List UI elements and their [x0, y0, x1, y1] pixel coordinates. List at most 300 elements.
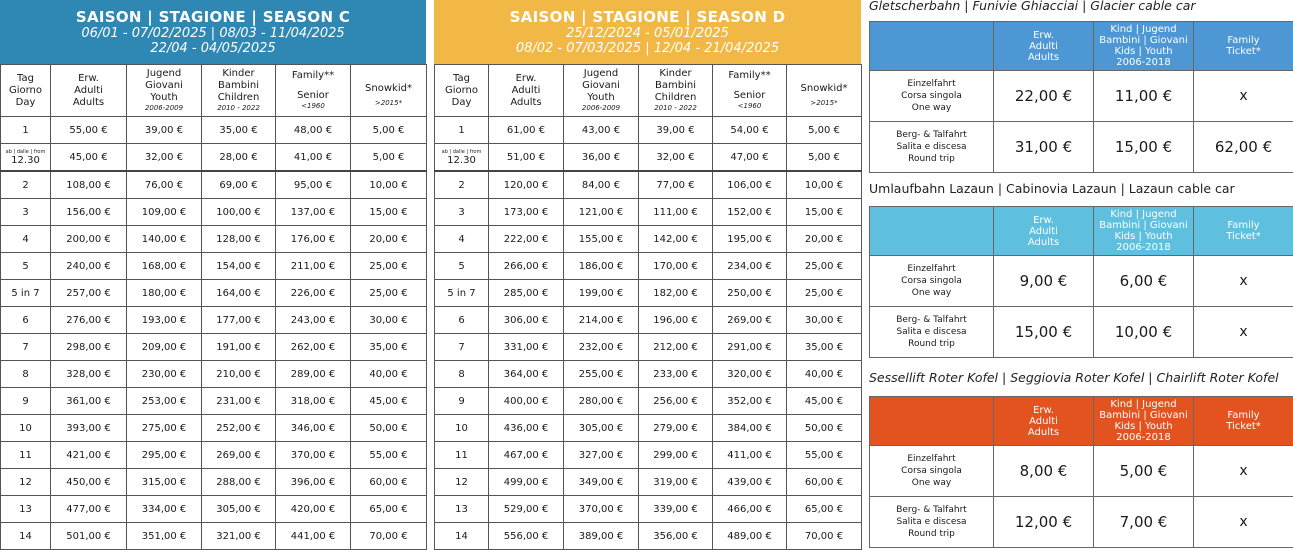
- price-cell: 250,00 €: [713, 280, 787, 307]
- trip-label-line: Round trip: [870, 338, 993, 350]
- price-cell: 441,00 €: [276, 523, 351, 550]
- day-cell: 5: [435, 253, 489, 280]
- col-family: [1194, 207, 1293, 256]
- price-cell: 191,00 €: [202, 334, 276, 361]
- price-cell: 349,00 €: [564, 469, 639, 496]
- col-family: [1194, 397, 1293, 446]
- season-d-dates-2: 08/02 - 07/03/2025 | 12/04 - 21/04/2025: [434, 41, 861, 56]
- price-cell: 77,00 €: [639, 171, 713, 199]
- price-cell: 351,00 €: [127, 523, 202, 550]
- col-snowkid: [351, 65, 427, 117]
- table-row: [1, 415, 427, 442]
- day-cell: 7: [435, 334, 489, 361]
- price-cell: 233,00 €: [639, 361, 713, 388]
- table-row: [435, 253, 862, 280]
- price-cell: 106,00 €: [713, 171, 787, 199]
- price-cell: 240,00 €: [51, 253, 127, 280]
- price-cell: 477,00 €: [51, 496, 127, 523]
- price-cell: 154,00 €: [202, 253, 276, 280]
- price-cell: 279,00 €: [639, 415, 713, 442]
- price-cell: 25,00 €: [787, 280, 862, 307]
- col-day-line: Day: [435, 97, 488, 109]
- roterkofel-caption: Sessellift Roter Kofel | Seggiovia Roter Kofel | Chairlift Roter Kofel: [869, 370, 1279, 385]
- price-cell: 243,00 €: [276, 307, 351, 334]
- day-cell: 6: [435, 307, 489, 334]
- day-cell: 8: [435, 361, 489, 388]
- price-cell: 319,00 €: [639, 469, 713, 496]
- col-adults-line: Adults: [994, 427, 1093, 438]
- day-cell: 11: [435, 442, 489, 469]
- col-kids: [1094, 397, 1194, 446]
- col-day-line: Tag: [1, 73, 50, 85]
- col-adults-line: Adulti: [994, 416, 1093, 427]
- header-blank: [870, 207, 994, 256]
- table-row: [435, 144, 862, 172]
- table-row: [1, 226, 427, 253]
- table-row: [435, 307, 862, 334]
- trip-label-line: Salita e discesa: [870, 141, 993, 153]
- col-family-line: Family: [1194, 220, 1293, 231]
- season-c-dates-1: 06/01 - 07/02/2025 | 08/03 - 11/04/2025: [0, 26, 426, 41]
- price-cell: 50,00 €: [787, 415, 862, 442]
- price-cell: 6,00 €: [1094, 256, 1194, 307]
- price-cell: 230,00 €: [127, 361, 202, 388]
- table-row: [435, 469, 862, 496]
- col-day-line: Day: [1, 97, 50, 109]
- price-cell: 266,00 €: [489, 253, 564, 280]
- price-cell: 25,00 €: [351, 280, 427, 307]
- col-snowkid-label: Snowkid*: [787, 83, 861, 95]
- price-cell: 389,00 €: [564, 523, 639, 550]
- col-children-line: Kinder: [639, 68, 712, 80]
- price-cell: 501,00 €: [51, 523, 127, 550]
- day-cell: 10: [435, 415, 489, 442]
- from-time: 12.30: [435, 155, 488, 166]
- price-cell: 315,00 €: [127, 469, 202, 496]
- na-cell: x: [1194, 71, 1293, 122]
- table-row: [435, 280, 862, 307]
- col-children-line: Children: [639, 92, 712, 104]
- trip-label-line: Round trip: [870, 153, 993, 165]
- price-cell: 529,00 €: [489, 496, 564, 523]
- col-adults-line: Adulti: [994, 41, 1093, 52]
- day-cell: 8: [1, 361, 51, 388]
- price-cell: 352,00 €: [713, 388, 787, 415]
- price-cell: 108,00 €: [51, 171, 127, 199]
- price-cell: 22,00 €: [994, 71, 1094, 122]
- price-cell: 176,00 €: [276, 226, 351, 253]
- trip-label-line: Salita e discesa: [870, 516, 993, 528]
- trip-row-oneway: [870, 71, 1293, 122]
- col-adults-line: Erw.: [489, 73, 563, 85]
- trip-row-round: [870, 497, 1293, 548]
- col-adults-line: Adults: [489, 97, 563, 109]
- price-cell: 111,00 €: [639, 199, 713, 226]
- price-cell: 280,00 €: [564, 388, 639, 415]
- col-adults-line: Adults: [994, 237, 1093, 248]
- table-row: [1, 469, 427, 496]
- col-youth-year: 2006-2009: [564, 104, 638, 113]
- col-adults: [51, 65, 127, 117]
- price-cell: 47,00 €: [713, 144, 787, 172]
- col-youth-line: Youth: [564, 92, 638, 104]
- price-cell: 62,00 €: [1194, 122, 1293, 173]
- price-cell: 299,00 €: [639, 442, 713, 469]
- col-children-line: Kinder: [202, 68, 275, 80]
- price-cell: 556,00 €: [489, 523, 564, 550]
- header-blank: [870, 22, 994, 71]
- price-cell: 41,00 €: [276, 144, 351, 172]
- price-cell: 51,00 €: [489, 144, 564, 172]
- price-cell: 334,00 €: [127, 496, 202, 523]
- col-family-line: Family: [1194, 410, 1293, 421]
- table-row: [435, 388, 862, 415]
- season-c-table: [0, 64, 427, 550]
- price-cell: 489,00 €: [713, 523, 787, 550]
- price-cell: 55,00 €: [351, 442, 427, 469]
- col-adults-line: Adults: [51, 97, 126, 109]
- table-row: [1, 171, 427, 199]
- col-adults-line: Adulti: [994, 226, 1093, 237]
- day-cell: 6: [1, 307, 51, 334]
- price-cell: 40,00 €: [787, 361, 862, 388]
- col-snowkid-label: Snowkid*: [351, 83, 426, 95]
- col-kids-line: Bambini | Giovani: [1094, 35, 1193, 46]
- table-row: [1, 334, 427, 361]
- season-d-panel: [434, 0, 861, 550]
- col-family-label: Family**: [713, 70, 786, 82]
- price-cell: 43,00 €: [564, 117, 639, 144]
- season-c-panel: [0, 0, 426, 550]
- day-cell: 1: [435, 117, 489, 144]
- price-cell: 84,00 €: [564, 171, 639, 199]
- price-cell: 55,00 €: [787, 442, 862, 469]
- price-cell: 262,00 €: [276, 334, 351, 361]
- table-row: [435, 171, 862, 199]
- c-header-row: [1, 65, 427, 117]
- trip-label: [870, 122, 994, 173]
- table-row: [435, 442, 862, 469]
- season-c-title: SAISON | STAGIONE | SEASON C: [0, 0, 426, 26]
- trip-label-line: Round trip: [870, 528, 993, 540]
- price-cell: 35,00 €: [351, 334, 427, 361]
- col-kids-line: 2006-2018: [1094, 432, 1193, 443]
- glacier-header-row: [870, 22, 1293, 71]
- price-cell: 499,00 €: [489, 469, 564, 496]
- day-cell: 10: [1, 415, 51, 442]
- col-adults-line: Erw.: [994, 405, 1093, 416]
- price-cell: 32,00 €: [639, 144, 713, 172]
- price-cell: 370,00 €: [276, 442, 351, 469]
- day-cell: [1, 144, 51, 172]
- table-row: [435, 496, 862, 523]
- col-youth-line: Jugend: [564, 68, 638, 80]
- table-row: [1, 361, 427, 388]
- price-cell: 20,00 €: [787, 226, 862, 253]
- day-cell: 12: [1, 469, 51, 496]
- price-cell: 65,00 €: [351, 496, 427, 523]
- price-cell: 70,00 €: [787, 523, 862, 550]
- price-cell: 320,00 €: [713, 361, 787, 388]
- price-cell: 356,00 €: [639, 523, 713, 550]
- table-row: [1, 199, 427, 226]
- day-cell: 4: [1, 226, 51, 253]
- price-cell: 95,00 €: [276, 171, 351, 199]
- day-cell: 5: [1, 253, 51, 280]
- na-cell: x: [1194, 497, 1293, 548]
- col-family-line: Family: [1194, 35, 1293, 46]
- col-children-line: Children: [202, 92, 275, 104]
- price-cell: 436,00 €: [489, 415, 564, 442]
- table-row: [435, 415, 862, 442]
- trip-label: [870, 256, 994, 307]
- price-cell: 170,00 €: [639, 253, 713, 280]
- from-label: ab | dalle | from: [435, 149, 488, 155]
- price-cell: 39,00 €: [639, 117, 713, 144]
- price-cell: 76,00 €: [127, 171, 202, 199]
- price-cell: 10,00 €: [787, 171, 862, 199]
- day-cell: 2: [1, 171, 51, 199]
- col-adults-line: Adulti: [489, 85, 563, 97]
- season-d-dates-1: 25/12/2024 - 05/01/2025: [434, 26, 861, 41]
- col-kids-line: Kids | Youth: [1094, 231, 1193, 242]
- price-cell: 9,00 €: [994, 256, 1094, 307]
- price-cell: 32,00 €: [127, 144, 202, 172]
- price-cell: 209,00 €: [127, 334, 202, 361]
- trip-label: [870, 307, 994, 358]
- price-cell: 328,00 €: [51, 361, 127, 388]
- from-time: 12.30: [1, 155, 50, 166]
- col-family-line: Ticket*: [1194, 421, 1293, 432]
- col-adults: [994, 22, 1094, 71]
- price-cell: 25,00 €: [351, 253, 427, 280]
- col-kids-line: Kind | Jugend: [1094, 24, 1193, 35]
- day-cell: [435, 144, 489, 172]
- price-cell: 439,00 €: [713, 469, 787, 496]
- d-header-row: [435, 65, 862, 117]
- col-family-senior: [713, 65, 787, 117]
- lazaun-header-row: [870, 207, 1293, 256]
- na-cell: x: [1194, 256, 1293, 307]
- price-cell: 364,00 €: [489, 361, 564, 388]
- day-cell: 13: [435, 496, 489, 523]
- price-cell: 275,00 €: [127, 415, 202, 442]
- price-cell: 137,00 €: [276, 199, 351, 226]
- price-cell: 370,00 €: [564, 496, 639, 523]
- price-cell: 35,00 €: [787, 334, 862, 361]
- season-d-title: SAISON | STAGIONE | SEASON D: [434, 0, 861, 26]
- day-cell: 5 in 7: [1, 280, 51, 307]
- price-cell: 140,00 €: [127, 226, 202, 253]
- price-cell: 420,00 €: [276, 496, 351, 523]
- price-cell: 65,00 €: [787, 496, 862, 523]
- price-cell: 11,00 €: [1094, 71, 1194, 122]
- price-cell: 180,00 €: [127, 280, 202, 307]
- header-blank: [870, 397, 994, 446]
- day-cell: 3: [435, 199, 489, 226]
- col-senior-year: <1960: [276, 102, 350, 111]
- col-kids-line: Kind | Jugend: [1094, 399, 1193, 410]
- price-cell: 142,00 €: [639, 226, 713, 253]
- price-cell: 222,00 €: [489, 226, 564, 253]
- table-row: [435, 117, 862, 144]
- col-adults-line: Adulti: [51, 85, 126, 97]
- col-kids-line: Kind | Jugend: [1094, 209, 1193, 220]
- price-cell: 276,00 €: [51, 307, 127, 334]
- col-children-line: Bambini: [639, 80, 712, 92]
- roterkofel-table: [869, 396, 1293, 548]
- trip-row-oneway: [870, 446, 1293, 497]
- roterkofel-header-row: [870, 397, 1293, 446]
- table-row: [1, 280, 427, 307]
- price-cell: 35,00 €: [202, 117, 276, 144]
- price-cell: 55,00 €: [51, 117, 127, 144]
- trip-label-line: Einzelfahrt: [870, 78, 993, 90]
- price-cell: 15,00 €: [351, 199, 427, 226]
- day-cell: 14: [1, 523, 51, 550]
- price-cell: 295,00 €: [127, 442, 202, 469]
- price-cell: 421,00 €: [51, 442, 127, 469]
- col-children: [202, 65, 276, 117]
- price-cell: 289,00 €: [276, 361, 351, 388]
- price-cell: 156,00 €: [51, 199, 127, 226]
- price-cell: 212,00 €: [639, 334, 713, 361]
- na-cell: x: [1194, 307, 1293, 358]
- price-cell: 164,00 €: [202, 280, 276, 307]
- price-cell: 298,00 €: [51, 334, 127, 361]
- col-senior-label: Senior: [713, 90, 786, 102]
- price-cell: 199,00 €: [564, 280, 639, 307]
- table-row: [435, 334, 862, 361]
- day-cell: 1: [1, 117, 51, 144]
- col-children: [639, 65, 713, 117]
- price-cell: 256,00 €: [639, 388, 713, 415]
- price-cell: 7,00 €: [1094, 497, 1194, 548]
- col-youth: [127, 65, 202, 117]
- price-cell: 305,00 €: [202, 496, 276, 523]
- price-cell: 173,00 €: [489, 199, 564, 226]
- table-row: [435, 361, 862, 388]
- col-family-label: Family**: [276, 70, 350, 82]
- col-children-year: 2010 - 2022: [202, 104, 275, 113]
- price-cell: 5,00 €: [351, 117, 427, 144]
- col-family-line: Ticket*: [1194, 231, 1293, 242]
- price-cell: 15,00 €: [994, 307, 1094, 358]
- col-children-year: 2010 - 2022: [639, 104, 712, 113]
- price-cell: 25,00 €: [787, 253, 862, 280]
- price-cell: 36,00 €: [564, 144, 639, 172]
- price-cell: 45,00 €: [787, 388, 862, 415]
- col-family-line: Ticket*: [1194, 46, 1293, 57]
- trip-label-line: One way: [870, 102, 993, 114]
- trip-row-round: [870, 307, 1293, 358]
- price-cell: 305,00 €: [564, 415, 639, 442]
- price-cell: 232,00 €: [564, 334, 639, 361]
- price-cell: 70,00 €: [351, 523, 427, 550]
- day-cell: 4: [435, 226, 489, 253]
- col-family: [1194, 22, 1293, 71]
- trip-row-round: [870, 122, 1293, 173]
- price-cell: 231,00 €: [202, 388, 276, 415]
- price-cell: 100,00 €: [202, 199, 276, 226]
- col-adults: [994, 207, 1094, 256]
- trip-label-line: Berg- & Talfahrt: [870, 129, 993, 141]
- price-cell: 182,00 €: [639, 280, 713, 307]
- trip-label-line: Einzelfahrt: [870, 263, 993, 275]
- price-cell: 45,00 €: [51, 144, 127, 172]
- trip-label-line: Einzelfahrt: [870, 453, 993, 465]
- col-day-line: Giorno: [435, 85, 488, 97]
- table-row: [435, 226, 862, 253]
- trip-label: [870, 71, 994, 122]
- price-cell: 186,00 €: [564, 253, 639, 280]
- table-row: [1, 442, 427, 469]
- col-snowkid-year: >2015*: [351, 99, 426, 108]
- col-adults: [489, 65, 564, 117]
- trip-label: [870, 446, 994, 497]
- season-c-dates-2: 22/04 - 04/05/2025: [0, 41, 426, 56]
- trip-label-line: One way: [870, 287, 993, 299]
- price-cell: 155,00 €: [564, 226, 639, 253]
- price-cell: 168,00 €: [127, 253, 202, 280]
- col-youth-line: Giovani: [564, 80, 638, 92]
- price-cell: 10,00 €: [1094, 307, 1194, 358]
- price-cell: 321,00 €: [202, 523, 276, 550]
- lazaun-table: [869, 206, 1293, 358]
- trip-row-oneway: [870, 256, 1293, 307]
- col-day-line: Giorno: [1, 85, 50, 97]
- col-kids-line: Kids | Youth: [1094, 46, 1193, 57]
- trip-label-line: Salita e discesa: [870, 326, 993, 338]
- price-cell: 291,00 €: [713, 334, 787, 361]
- price-cell: 288,00 €: [202, 469, 276, 496]
- trip-label-line: Berg- & Talfahrt: [870, 314, 993, 326]
- col-snowkid: [787, 65, 862, 117]
- price-cell: 210,00 €: [202, 361, 276, 388]
- price-cell: 152,00 €: [713, 199, 787, 226]
- price-cell: 5,00 €: [787, 117, 862, 144]
- price-cell: 450,00 €: [51, 469, 127, 496]
- from-label: ab | dalle | from: [1, 149, 50, 155]
- col-day-line: Tag: [435, 73, 488, 85]
- price-cell: 253,00 €: [127, 388, 202, 415]
- col-youth: [564, 65, 639, 117]
- day-cell: 13: [1, 496, 51, 523]
- col-kids: [1094, 22, 1194, 71]
- price-cell: 339,00 €: [639, 496, 713, 523]
- col-youth-year: 2006-2009: [127, 104, 201, 113]
- day-cell: 5 in 7: [435, 280, 489, 307]
- day-cell: 9: [435, 388, 489, 415]
- na-cell: x: [1194, 446, 1293, 497]
- price-cell: 214,00 €: [564, 307, 639, 334]
- col-adults-line: Adults: [994, 52, 1093, 63]
- price-cell: 39,00 €: [127, 117, 202, 144]
- price-cell: 467,00 €: [489, 442, 564, 469]
- col-adults-line: Erw.: [51, 73, 126, 85]
- price-cell: 346,00 €: [276, 415, 351, 442]
- col-adults-line: Erw.: [994, 215, 1093, 226]
- price-cell: 109,00 €: [127, 199, 202, 226]
- table-row: [435, 199, 862, 226]
- trip-label-line: Corsa singola: [870, 275, 993, 287]
- col-kids: [1094, 207, 1194, 256]
- price-cell: 8,00 €: [994, 446, 1094, 497]
- glacier-table: [869, 21, 1293, 173]
- price-cell: 318,00 €: [276, 388, 351, 415]
- table-row: [1, 523, 427, 550]
- day-cell: 12: [435, 469, 489, 496]
